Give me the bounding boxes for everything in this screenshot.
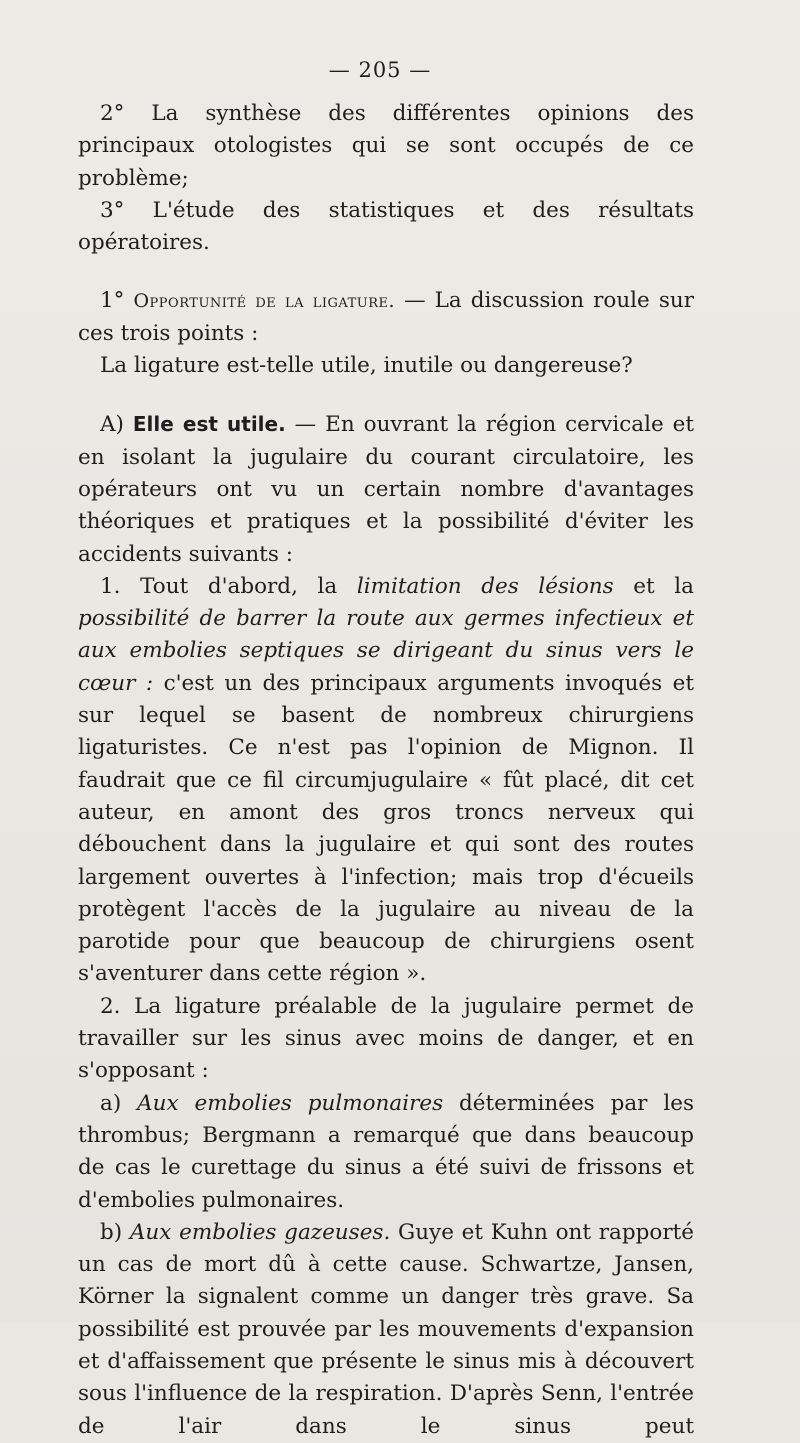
part-a-marker: A) [100, 412, 124, 438]
section-lead: — La discussion roule sur ces trois points : [78, 288, 694, 346]
list-item-3: 3° L'étude des statistiques et des résultats opératoires. [78, 197, 694, 256]
point-b-body: Guye et Kuhn ont rapporté un cas de mort dû à cette cause. Schwartze, Jansen, Körner la signalent comme un danger très grave. Sa possibilité est prouvée par les mouvements d'expansion et d'affaissement que présente le sinus mis à découvert sous l'influence de la respiration. D'après Senn, l'entrée de l'air dans le sinus peut [78, 1219, 694, 1439]
page-body [78, 98, 694, 1443]
point-a-body: déterminées par les thrombus; Bergmann a remarqué que dans beaucoup de cas le curettage du sinus a été suivi de frissons et d'embolies pulmonaires. [78, 1090, 694, 1213]
point-1-mid: et la [633, 573, 694, 599]
section-heading: Opportunité de la ligature. [133, 290, 396, 313]
section-number: 1° [100, 288, 125, 314]
point-b-emphasis: Aux embolies gazeuses. [129, 1219, 391, 1245]
point-1-emphasis-1: limitation des lésions [356, 573, 614, 599]
part-a-body: — En ouvrant la région cervicale et en isolant la jugulaire du courant circulatoire, les opérateurs ont vu un certain nombre d'avantages théoriques et pratiques et la possibilité d'éviter les accidents suivants : [78, 412, 694, 567]
point-2-paragraph [78, 991, 694, 1088]
section-question: La ligature est-telle utile, inutile ou dangereuse? [100, 353, 633, 379]
point-2-body: La ligature préalable de la jugulaire permet de travailler sur les sinus avec moins de danger, et en s'opposant : [78, 993, 694, 1084]
point-b-marker: b) [100, 1219, 123, 1245]
point-1-body: c'est un des principaux arguments invoqués et sur lequel se basent de nombreux chirurgiens ligaturistes. Ce n'est pas l'opinion de Mignon. Il faudrait que ce fil circumjugulaire « fût placé, dit cet auteur, en amont des gros troncs nerveux qui débouchent dans la jugulaire et qui sont des routes largement ouvertes à l'infection; mais trop d'écueils protègent l'accès de la jugulaire au niveau de la parotide pour que beaucoup de chirurgiens osent s'aventurer dans cette région ». [78, 670, 694, 987]
point-b-paragraph [78, 1217, 694, 1443]
point-a-paragraph [78, 1088, 694, 1217]
section-paragraph [78, 285, 694, 350]
part-a-title: Elle est utile. [132, 412, 286, 437]
point-1-marker: 1. [100, 573, 121, 599]
list-item-2: 2° La synthèse des différentes opinions des principaux otologistes qui se sont occupés de ce problème; [78, 101, 694, 191]
point-a-emphasis: Aux embolies pulmonaires [137, 1090, 444, 1116]
part-a-paragraph [78, 408, 694, 570]
page-number: — 205 — [328, 58, 432, 82]
point-a-marker: a) [100, 1090, 122, 1116]
point-2-marker: 2. [100, 993, 121, 1019]
point-1-pre: Tout d'abord, la [140, 573, 338, 599]
point-1-emphasis-2: possibilité de barrer la route aux germes infectieux et aux embolies septiques se dirigeant du sinus vers le cœur : [78, 606, 694, 696]
point-1-paragraph [78, 571, 694, 991]
